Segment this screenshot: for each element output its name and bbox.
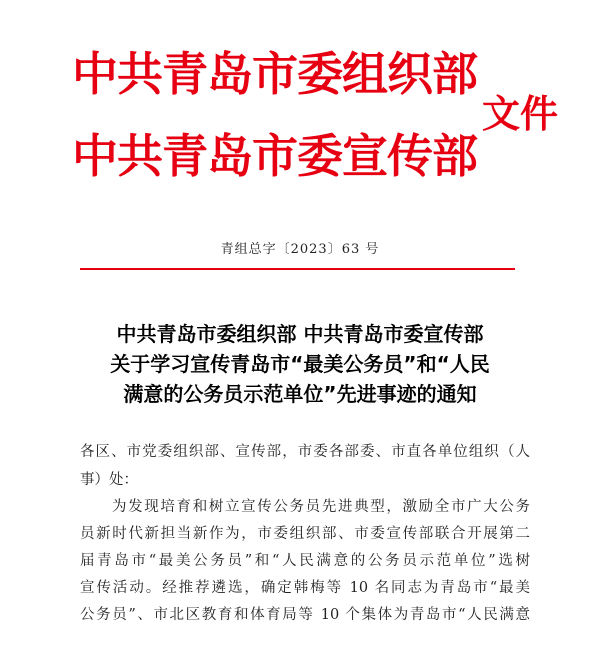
paragraph-line-2: 员新时代新担当新作为，市委组织部、市委宣传部联合开展第二 bbox=[80, 526, 530, 542]
document-number: 青组总字〔2023〕63 号 bbox=[220, 242, 380, 257]
issuer-line-1: 中共青岛市委组织部 bbox=[72, 47, 477, 101]
paragraph-line-5: 公务员”、市北区教育和体育局等 10 个集体为青岛市“人民满意 bbox=[80, 607, 530, 623]
salutation-line-1: 各区、市党委组织部、宣传部，市委各部委、市直各单位组织（人 bbox=[80, 444, 530, 460]
salutation-line-2: 事）处： bbox=[80, 472, 138, 488]
red-divider bbox=[80, 268, 515, 270]
title-line-2: 关于学习宣传青岛市“最美公务员”和“人民 bbox=[110, 352, 490, 376]
title-line-3: 满意的公务员示范单位”先进事迹的通知 bbox=[123, 382, 477, 406]
title-line-1: 中共青岛市委组织部 中共青岛市委宣传部 bbox=[116, 322, 484, 346]
paragraph-line-4: 宣传活动。经推荐遴选，确定韩梅等 10 名同志为青岛市“最美 bbox=[80, 580, 530, 596]
paragraph-line-1: 为发现培育和树立宣传公务员先进典型，激励全市广大公务 bbox=[112, 499, 530, 515]
paragraph-line-3: 届青岛市“最美公务员”和“人民满意的公务员示范单位”选树 bbox=[80, 553, 530, 569]
document-suffix: 文件 bbox=[482, 91, 559, 136]
issuer-line-2: 中共青岛市委宣传部 bbox=[72, 129, 477, 183]
